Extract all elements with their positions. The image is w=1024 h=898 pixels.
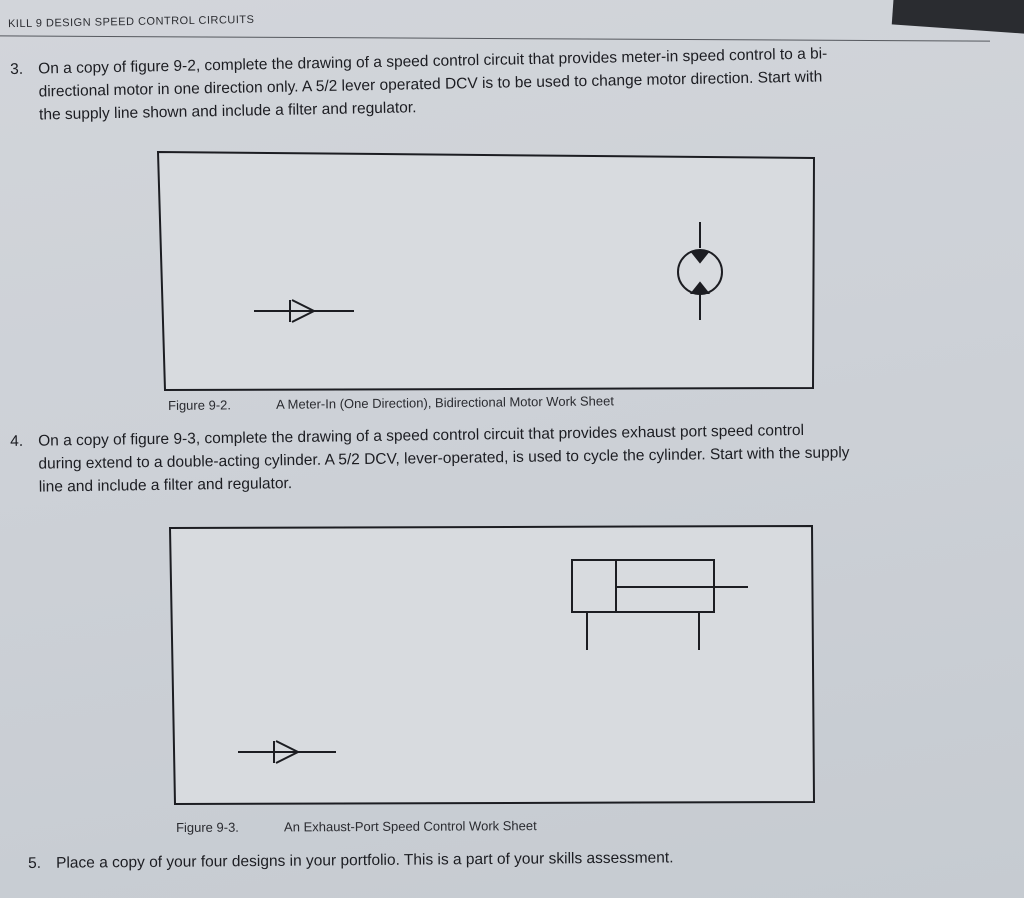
figure-9-3-caption: [176, 818, 537, 835]
figure-9-2-number: Figure 9-2.: [168, 397, 232, 413]
question-5-number: 5.: [28, 854, 42, 872]
question-3-number: 3.: [10, 60, 24, 78]
question-5-text: Place a copy of your four designs in your portfolio. This is a part of your skills assessment.: [56, 849, 674, 872]
figure-9-3-box: [170, 526, 814, 804]
figure-9-2-box: [158, 152, 814, 390]
page-header: KILL 9 DESIGN SPEED CONTROL CIRCUITS: [7, 13, 255, 31]
question-3-line-1: On a copy of figure 9-2, complete the drawing of a speed control circuit that provides meter-in speed control to a bi-: [38, 45, 828, 78]
figure-9-3-title: An Exhaust-Port Speed Control Work Sheet: [283, 818, 537, 835]
question-4-line-1: On a copy of figure 9-3, complete the drawing of a speed control circuit that provides exhaust port speed control: [38, 421, 805, 450]
question-3-line-2: directional motor in one direction only. A 5/2 lever operated DCV is to be used to change motor direction. Start with: [38, 68, 823, 101]
question-4-number: 4.: [10, 432, 24, 450]
question-4: [10, 416, 1001, 499]
question-4-line-2: during extend to a double-acting cylinder. A 5/2 DCV, lever-operated, is used to cycle the cylinder. Start with the supply: [38, 444, 850, 473]
figure-9-3-number: Figure 9-3.: [176, 819, 239, 835]
question-4-line-3: line and include a filter and regulator.: [38, 475, 293, 496]
question-3-line-3: the supply line shown and include a filter and regulator.: [38, 99, 417, 124]
figure-9-2-title: A Meter-In (One Direction), Bidirectional Motor Work Sheet: [275, 393, 615, 412]
